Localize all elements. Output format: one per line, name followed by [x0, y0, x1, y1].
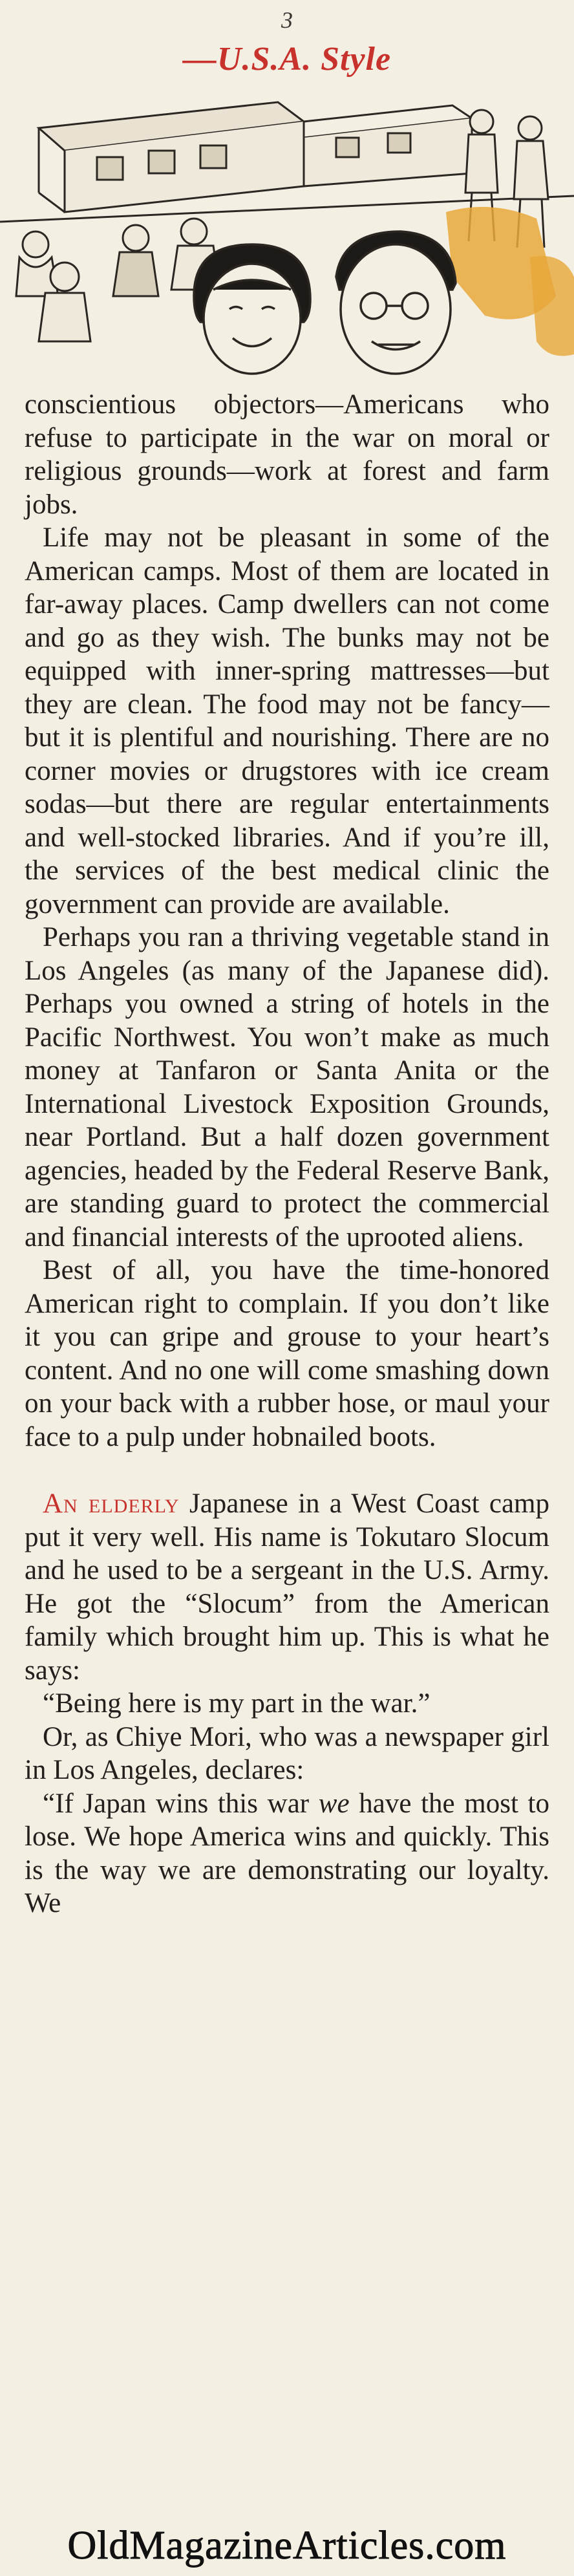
- camp-illustration: [0, 83, 574, 396]
- article-body: [25, 388, 549, 1920]
- paragraph: conscientious objectors—Americans who refuse to participate in the war on moral or religious grounds—work at forest and farm jobs.: [25, 389, 549, 520]
- paragraph: “Being here is my part in the war.”: [43, 1688, 430, 1719]
- paragraph: Or, as Chiye Mori, who was a newspaper girl in Los Angeles, declares:: [25, 1721, 549, 1785]
- paragraph: Best of all, you have the time-honored American right to complain. If you don’t like it you can gripe and grouse to your heart’s content. And no one will come smashing down on your back with a rubber hose, or maul your face to a pulp under hobnailed boots.: [25, 1255, 549, 1452]
- paragraph-text: “If Japan wins this war: [43, 1788, 319, 1819]
- paragraph: [25, 1787, 549, 1920]
- lead-in-smallcaps: An elderly: [43, 1488, 180, 1519]
- paragraph: Life may not be pleasant in some of the American camps. Most of them are located in far-away places. Camp dwellers can not come and go as they wish. The bunks may not be equipped with inner-spring mattresses—but they are clean. The food may not be fancy—but it is plentiful and nourishing. There are no corner movies or drugstores with ice cream sodas—but there are regular entertainments and well-stocked libraries. And if you’re ill, the services of the best medical clinic the government can provide are available.: [25, 522, 549, 919]
- page-title: —U.S.A. Style: [182, 41, 392, 78]
- paragraph: Perhaps you ran a thriving vegetable stand in Los Angeles (as many of the Japanese did). Perhaps you owned a string of hotels in the Pacific Northwest. You won’t make as much money at Tanfaron or Santa Anita or the International Livestock Exposition Grounds, near Portland. But a half dozen government agencies, headed by the Federal Reserve Bank, are standing guard to protect the commercial and financial interests of the uprooted aliens.: [25, 922, 549, 1252]
- paragraph-text: Japanese in a West Coast camp put it very well. His name is Tokutaro Slocum and he used to be a sergeant in the U.S. Army. He got the “Slocum” from the American family which brought him up. This is what he says:: [25, 1488, 549, 1686]
- paragraph-text: have the most to lose. We hope America wins and quickly. This is the way we are demonstrating our loyalty. We: [25, 1788, 549, 1918]
- paragraph: [25, 1487, 549, 1687]
- site-watermark: OldMagazineArticles.com: [67, 2524, 507, 2568]
- page-number: 3: [281, 7, 293, 33]
- emphasis-text: we: [318, 1788, 350, 1819]
